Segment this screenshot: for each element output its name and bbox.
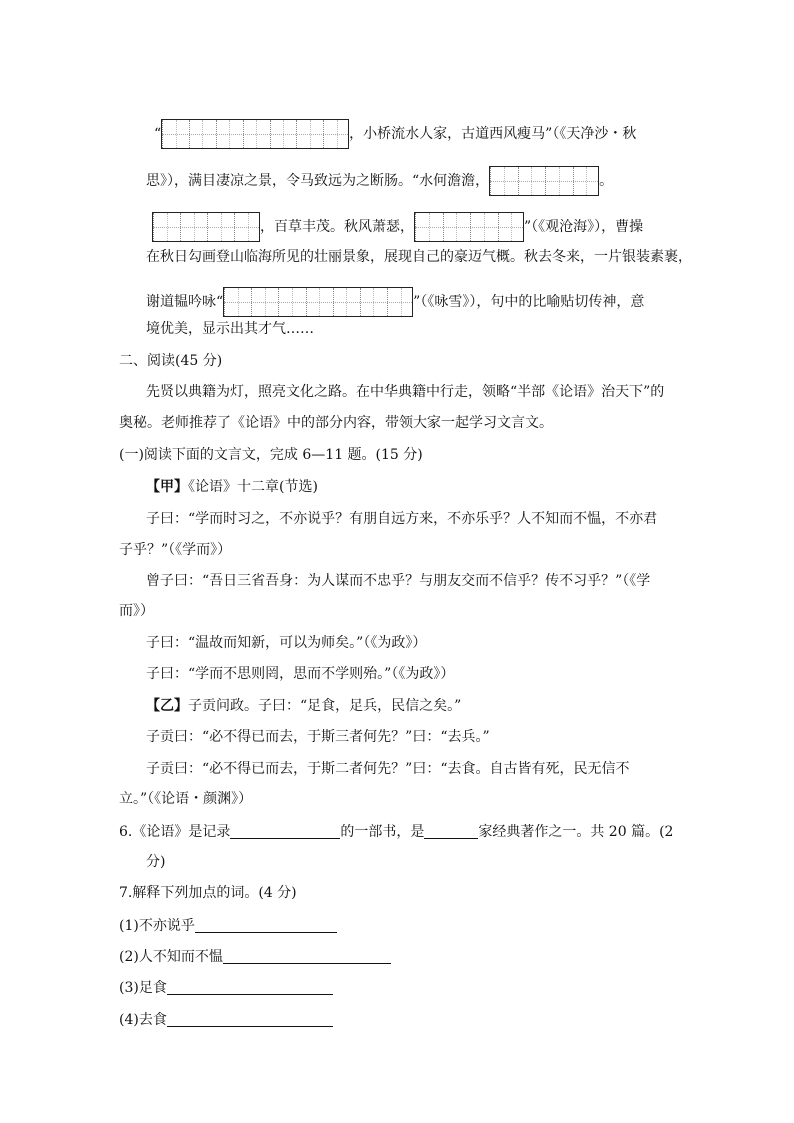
q6-text-a: 6.《论语》是记录 (119, 824, 231, 840)
passage-jia-title (146, 480, 318, 494)
answer-blank-q7-4[interactable] (167, 1012, 333, 1027)
fill-text-1: ，小桥流水人家，古道西风瘦马”（《天净沙・秋 (349, 126, 637, 142)
grid-cell-guide (283, 120, 284, 148)
grid-cell-guide (429, 213, 430, 241)
q7-2-label: (2)人不知而不愠 (119, 949, 223, 965)
sub-heading: (一)阅读下面的文言文，完成 6—11 题。(15 分) (119, 447, 423, 463)
section-heading: 二、阅读(45 分) (119, 353, 223, 369)
grid-cell-guide (238, 288, 239, 316)
q7-4-label: (4)去食 (119, 1012, 167, 1028)
grid-cell-guide (167, 213, 168, 241)
quote-open: “ (154, 126, 162, 142)
grid-cell-guide (559, 167, 560, 195)
fill-text-2: 思》），满目凄凉之景，令马致远为之断肠。“水何澹澹， (146, 173, 490, 189)
grid-cell-guide (221, 213, 222, 241)
question-7-1 (119, 918, 337, 933)
grid-cell-guide (248, 213, 249, 241)
grid-cell-guide (504, 167, 505, 195)
passage-line: 立。”（《论语・颜渊》） (119, 791, 253, 807)
q6-text-c: 家经典著作之一。共 20 篇。(2 (478, 824, 674, 840)
answer-grid-1[interactable] (161, 119, 349, 149)
grid-cell-guide (202, 120, 203, 148)
answer-blank-q6-2[interactable] (424, 824, 478, 839)
fill-text-3b: ”（《观沧海》），曹操 (524, 219, 644, 235)
grid-cell-guide (346, 288, 347, 316)
passage-line: 子贡曰：“必不得已而去，于斯二者何先？”曰：“去食。自古皆有死，民无信不 (146, 761, 630, 777)
passage-line: 而》） (119, 603, 154, 619)
question-6 (119, 824, 673, 839)
passage-line: 子贡曰：“必不得已而去，于斯三者何先？”曰：“去兵。” (146, 729, 490, 745)
fill-line-3 (152, 212, 643, 242)
grid-cell-guide (310, 120, 311, 148)
grid-cell-guide (484, 213, 485, 241)
fill-line-1 (154, 119, 636, 149)
answer-grid-5[interactable] (223, 287, 413, 317)
answer-grid-4[interactable] (414, 212, 524, 242)
passage-line: 曾子曰：“吾日三省吾身：为人谋而不忠乎？与朋友交而不信乎？传不习乎？”（《学 (146, 573, 651, 589)
grid-cell-guide (531, 167, 532, 195)
grid-cell-guide (456, 213, 457, 241)
grid-cell-guide (586, 167, 587, 195)
q7-1-label: (1)不亦说乎 (119, 918, 195, 934)
passage-yi (146, 699, 461, 713)
answer-grid-2[interactable] (489, 166, 599, 196)
grid-cell-guide (265, 288, 266, 316)
question-6-cont: 分) (146, 854, 166, 870)
passage-line: 子曰：“学而时习之，不亦说乎？有朋自远方来，不亦乐乎？人不知而不愠，不亦君 (146, 511, 658, 527)
question-7: 7.解释下列加点的词。(4 分) (119, 885, 297, 901)
answer-blank-q7-2[interactable] (223, 949, 391, 964)
intro-line-1: 先贤以典籍为灯，照亮文化之路。在中华典籍中行走，领略“半部《论语》治天下”的 (146, 384, 665, 400)
fill-text-5: 谢道韫吟咏“ (146, 294, 224, 310)
fill-line-5 (146, 287, 644, 317)
yi-text: 子贡问政。子曰：“足食，足兵，民信之矣。” (188, 698, 462, 714)
grid-cell-guide (256, 120, 257, 148)
grid-cell-guide (337, 120, 338, 148)
question-7-3 (119, 980, 333, 995)
grid-cell-guide (176, 120, 177, 148)
q6-text-b: 的一部书，是 (340, 824, 425, 840)
yi-mark: 【乙】 (146, 698, 188, 714)
answer-blank-q7-1[interactable] (195, 918, 337, 933)
answer-blank-q6-1[interactable] (230, 824, 340, 839)
fill-line-2 (146, 166, 613, 196)
fill-line-6: 境优美，显示出其才气…… (146, 321, 314, 337)
q7-3-label: (3)足食 (119, 980, 167, 996)
grid-cell-guide (511, 213, 512, 241)
grid-cell-guide (401, 288, 402, 316)
question-7-4 (119, 1012, 333, 1027)
answer-grid-3[interactable] (152, 212, 260, 242)
jia-title: 《论语》十二章(节选) (188, 479, 318, 495)
grid-cell-guide (319, 288, 320, 316)
question-7-2 (119, 949, 391, 964)
jia-mark: 【甲】 (146, 479, 188, 495)
passage-line: 子曰：“学而不思则罔，思而不学则殆。”（《为政》） (146, 666, 455, 682)
grid-cell-guide (292, 288, 293, 316)
passage-line: 子乎？”（《学而》） (119, 542, 232, 558)
grid-cell-guide (229, 120, 230, 148)
fill-text-5b: ”（《咏雪》），句中的比喻贴切传神，意 (413, 294, 645, 310)
fill-text-3: ，百草丰茂。秋风萧瑟， (260, 219, 414, 235)
grid-cell-guide (194, 213, 195, 241)
grid-cell-guide (373, 288, 374, 316)
fill-text-2b: 。 (599, 173, 614, 189)
fill-line-4: 在秋日勾画登山临海所见的壮丽景象，展现自己的豪迈气概。秋去冬来，一片银装素裹， (146, 249, 692, 265)
passage-line: 子曰：“温故而知新，可以为师矣。”（《为政》） (146, 635, 427, 651)
intro-line-2: 奥秘。老师推荐了《论语》中的部分内容，带领大家一起学习文言文。 (119, 415, 553, 431)
answer-blank-q7-3[interactable] (167, 980, 333, 995)
